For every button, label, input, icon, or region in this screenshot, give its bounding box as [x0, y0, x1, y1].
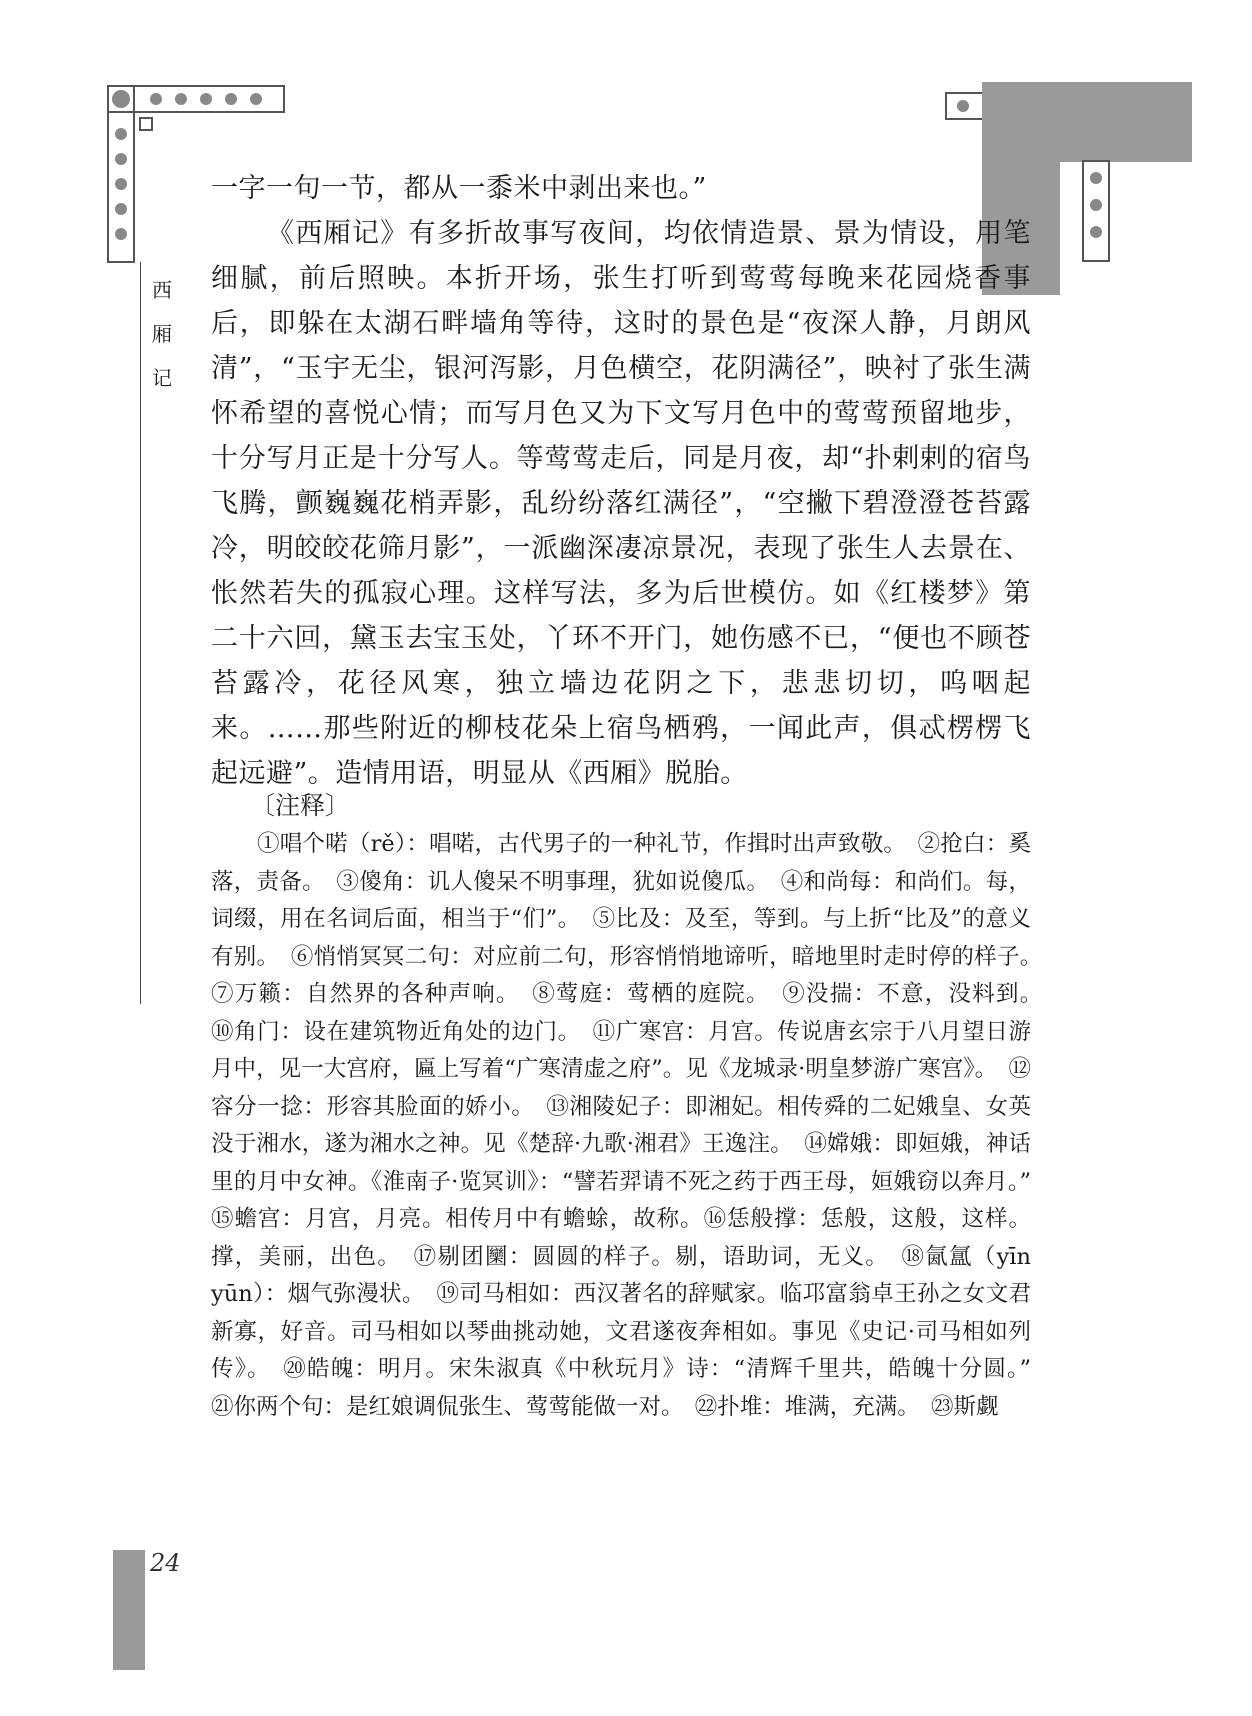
notes-text: ①唱个喏（rě）：唱喏，古代男子的一种礼节，作揖时出声致敬。 ②抢白：奚落，责备。 ③傻角：讥人傻呆不明事理，犹如说傻瓜。 ④和尚每：和尚们。每，词缀，用在名词后面，相当于“们”。 ⑤比及：及至，等到。与上折“比及”的意义有别。 ⑥悄悄冥冥二句：对应前二句，形容悄悄地谛听，暗地里时走时停的样子。 ⑦万籁：自然界的各种声响。 ⑧莺庭：莺栖的庭院。 ⑨没揣：不意，没料到。 ⑩角门：设在建筑物近角处的边门。 ⑪广寒宫：月宫。传说唐玄宗于八月望日游月中，见一大宫府，匾上写着“广寒清虚之府”。见《龙城录·明皇梦游广寒宫》。 ⑫容分一捻：形容其脸面的娇小。 ⑬湘陵妃子：即湘妃。相传舜的二妃娥皇、女英没于湘水，遂为湘水之神。见《楚辞·九歌·湘君》王逸注。 ⑭嫦娥：即姮娥，神话里的月中女神。《淮南子·览冥训》：“譬若羿请不死之药于西王母，姮娥窃以奔月。” ⑮蟾宫：月宫，月亮。相传月中有蟾蜍，故称。⑯恁般撑：恁般，这般，这样。撑，美丽，出色。 ⑰剔团圞：圆圆的样子。剔，语助词，无义。 ⑱氤氲（yīn yūn）：烟气弥漫状。 ⑲司马相如：西汉著名的辞赋家。临邛富翁卓王孙之女文君新寡，好音。司马相如以琴曲挑动她，文君遂夜奔相如。事见《史记·司马相如列传》。 ⑳皓魄：明月。宋朱淑真《中秋玩月》诗：“清辉千里共，皓魄十分圆。” ㉑你两个句：是红娘调侃张生、莺莺能做一对。 ㉒扑堆：堆满，充满。 ㉓斯觑 [211, 831, 1054, 1420]
page-number-bar [113, 1550, 145, 1670]
side-label-char: 厢 [152, 322, 172, 346]
side-book-label [148, 268, 176, 400]
main-text [211, 166, 1031, 796]
page-number: 24 [150, 1549, 181, 1577]
side-ornament-right [1082, 160, 1112, 264]
margin-rule [140, 262, 141, 1004]
paragraph: 《西厢记》有多折故事写夜间，均依情造景、景为情设，用笔细腻，前后照映。本折开场，张生打听到莺莺每晚来花园烧香事后，即躲在太湖石畔墙角等待，这时的景色是“夜深人静，月朗风清”，“玉宇无尘，银河泻影，月色横空，花阴满径”，映衬了张生满怀希望的喜悦心情；而写月色又为下文写月色中的莺莺预留地步，十分写月正是十分写人。等莺莺走后，同是月夜，却“扑剌剌的宿鸟飞腾，颤巍巍花梢弄影，乱纷纷落红满径”，“空撇下碧澄澄苍苔露冷，明皎皎花筛月影”，一派幽深凄凉景况，表现了张生人去景在、怅然若失的孤寂心理。这样写法，多为后世模仿。如《红楼梦》第二十六回，黛玉去宝玉处，丫环不开门，她伤感不已，“便也不顾苍苔露冷，花径风寒，独立墙边花阴之下，悲悲切切，呜咽起来。……那些附近的柳枝花朵上宿鸟栖鸦，一闻此声，俱忒楞楞飞起远避”。造情用语，明显从《西厢》脱胎。 [211, 218, 1031, 789]
notes-heading: 〔注释〕 [250, 791, 351, 820]
paragraph: 一字一句一节，都从一黍米中剥出来也。” [211, 173, 707, 204]
notes-section [211, 826, 1054, 1426]
side-label-char: 记 [152, 366, 172, 390]
side-label-char: 西 [152, 278, 172, 302]
header-gray-block [982, 82, 1192, 162]
